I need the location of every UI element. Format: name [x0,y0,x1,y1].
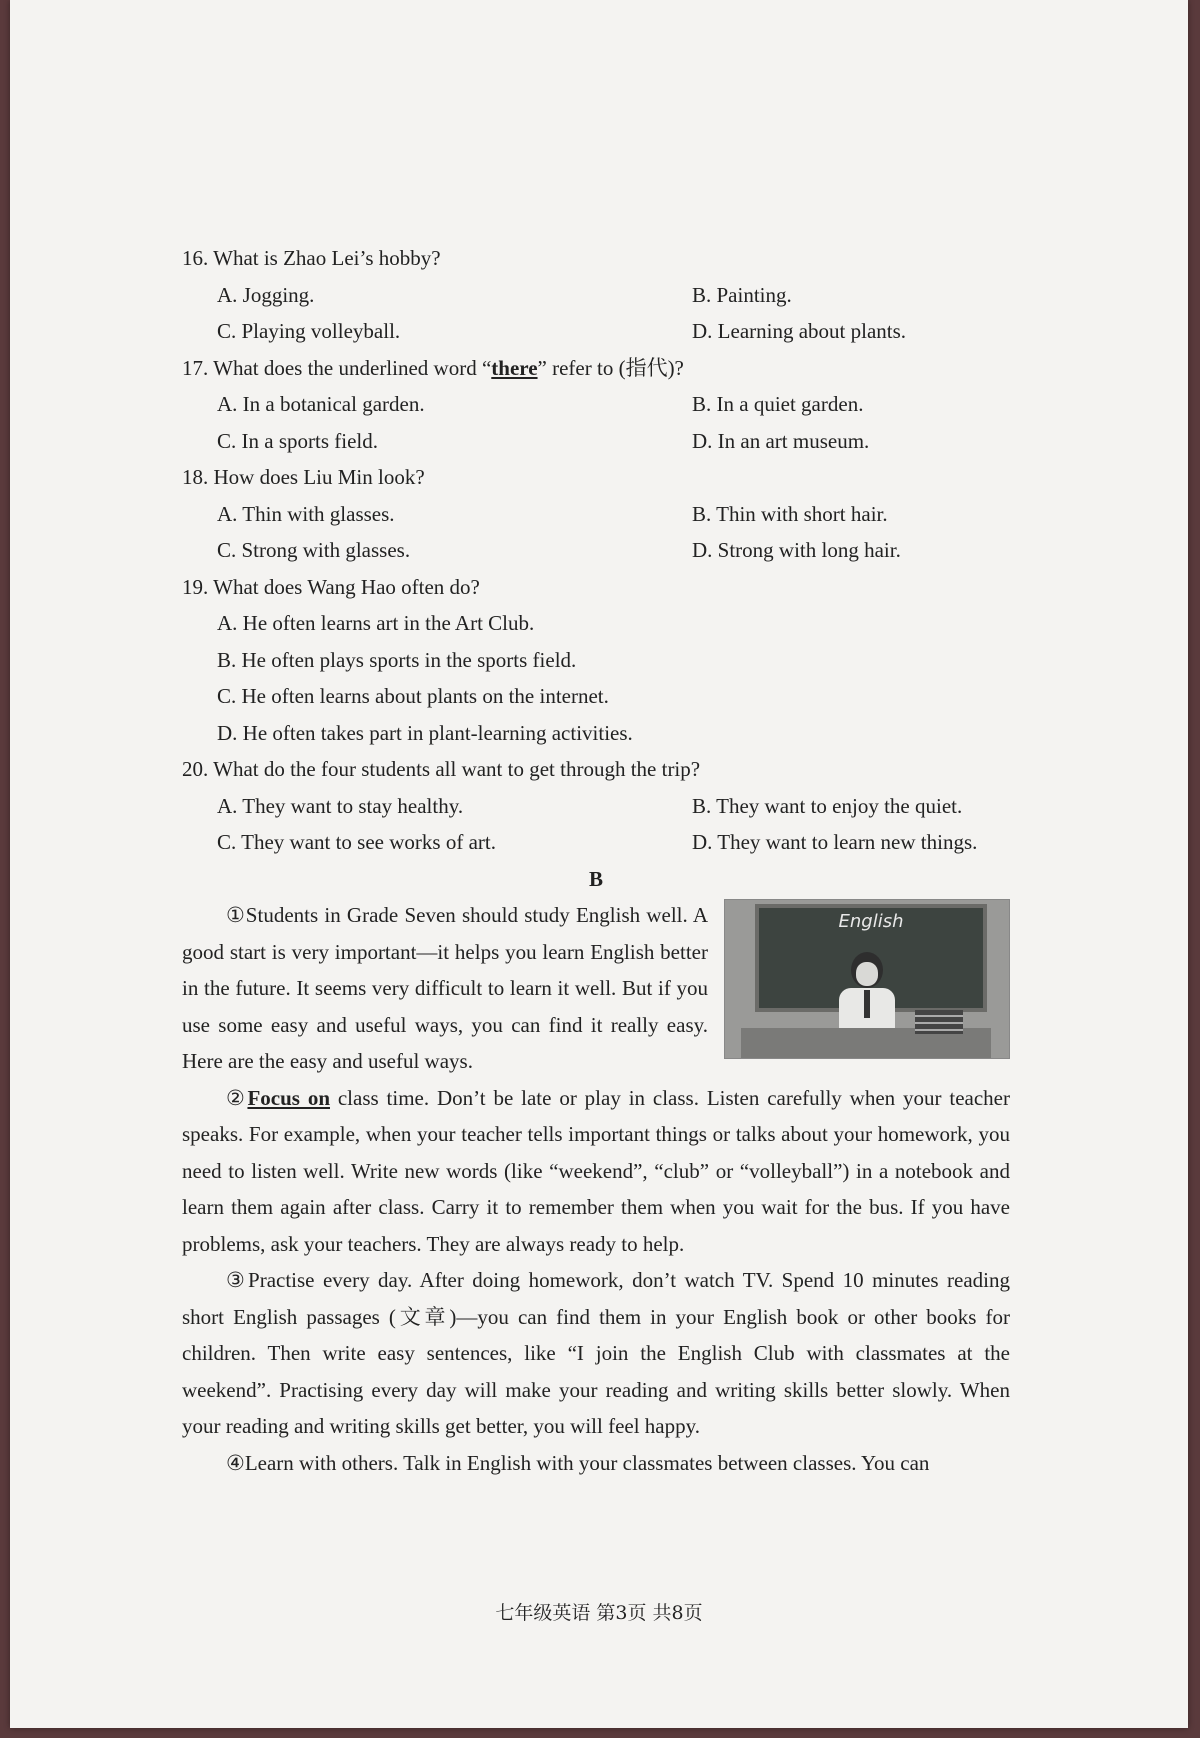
option: D. Learning about plants. [692,319,907,343]
option: B. He often plays sports in the sports field. [217,647,577,672]
paragraph-text: class time. Don’t be late or play in class. Listen carefully when your teacher speaks. For example, when your teacher tells important things or talks about your homework, you need to listen well. Write new words (like “weekend”, “club” or “volleyball”) in a notebook and learn them again after class. Carry it to remember them when you wait for the bus. If you have problems, ask your teachers. They are always ready to help. [182,1085,1010,1256]
underlined-phrase: Focus on [247,1085,330,1110]
option: D. They want to learn new things. [692,830,978,854]
option: A. Thin with glasses. [217,501,395,526]
stem-text: 17. What does the underlined word “ [182,355,492,380]
passage-paragraph-3: ③Practise every day. After doing homework, don’t watch TV. Spend 10 minutes reading short English passages (文章)—you can find them in your English book or other books for children. Then write easy sentences, like “I join the English Club with classmates at the weekend”. Practising every day will make your reading and writing skills better slowly. When your reading and writing skills get better, you will feel happy. [182,1268,1010,1438]
passage-paragraph-4: ④Learn with others. Talk in English with your classmates between classes. You can [226,1450,930,1475]
option: A. He often learns art in the Art Club. [217,611,535,635]
question-17-options [182,386,1010,459]
question-20-options [182,788,1010,861]
stem-text: ” refer to (指代)? [537,355,684,380]
question-16-options [182,277,1010,350]
question-18: 18. How does Liu Min look? [182,465,425,489]
option: C. They want to see works of art. [217,830,496,854]
option: C. Strong with glasses. [217,538,411,562]
option: B. They want to enjoy the quiet. [692,793,963,818]
underlined-word: there [491,355,538,380]
option: A. They want to stay healthy. [217,793,464,818]
option: B. In a quiet garden. [692,392,864,416]
page-footer: 七年级英语 第3页 共8页 [495,1602,703,1624]
passage-paragraph-1 [182,897,1010,1080]
exam-page [10,0,1188,1728]
question-17 [182,350,1010,387]
option: D. In an art museum. [692,428,870,453]
paragraph-text: ①Students in Grade Seven should study English well. A good start is very important—it helps you learn English better in the future. It seems very difficult to learn it well. But if you use some easy and useful ways, you can find it really easy. Here are the easy and useful ways. [182,903,708,1073]
student-face [856,962,878,986]
question-16: 16. What is Zhao Lei’s hobby? [182,246,441,270]
section-heading: B [588,866,603,891]
option: C. Playing volleyball. [217,319,401,343]
question-19-options [182,605,1010,751]
question-20: 20. What do the four students all want to get through the trip? [182,757,701,781]
question-19: 19. What does Wang Hao often do? [182,574,480,599]
classroom-illustration [724,899,1010,1059]
option: D. Strong with long hair. [692,538,901,562]
option: D. He often takes part in plant-learning activities. [217,720,633,745]
tie [864,990,870,1018]
option: B. Painting. [692,282,792,307]
question-18-options [182,496,1010,569]
passage-paragraph-2 [182,1080,1010,1263]
blackboard-text: English [838,911,904,932]
page-content [182,240,1010,1481]
student-figure [839,952,895,1032]
option: C. He often learns about plants on the internet. [217,684,609,708]
paragraph-number: ② [226,1085,248,1110]
option: A. In a botanical garden. [217,392,425,416]
option: B. Thin with short hair. [692,501,888,526]
option: C. In a sports field. [217,428,378,453]
option: A. Jogging. [217,282,315,307]
book-stack [915,1010,963,1034]
